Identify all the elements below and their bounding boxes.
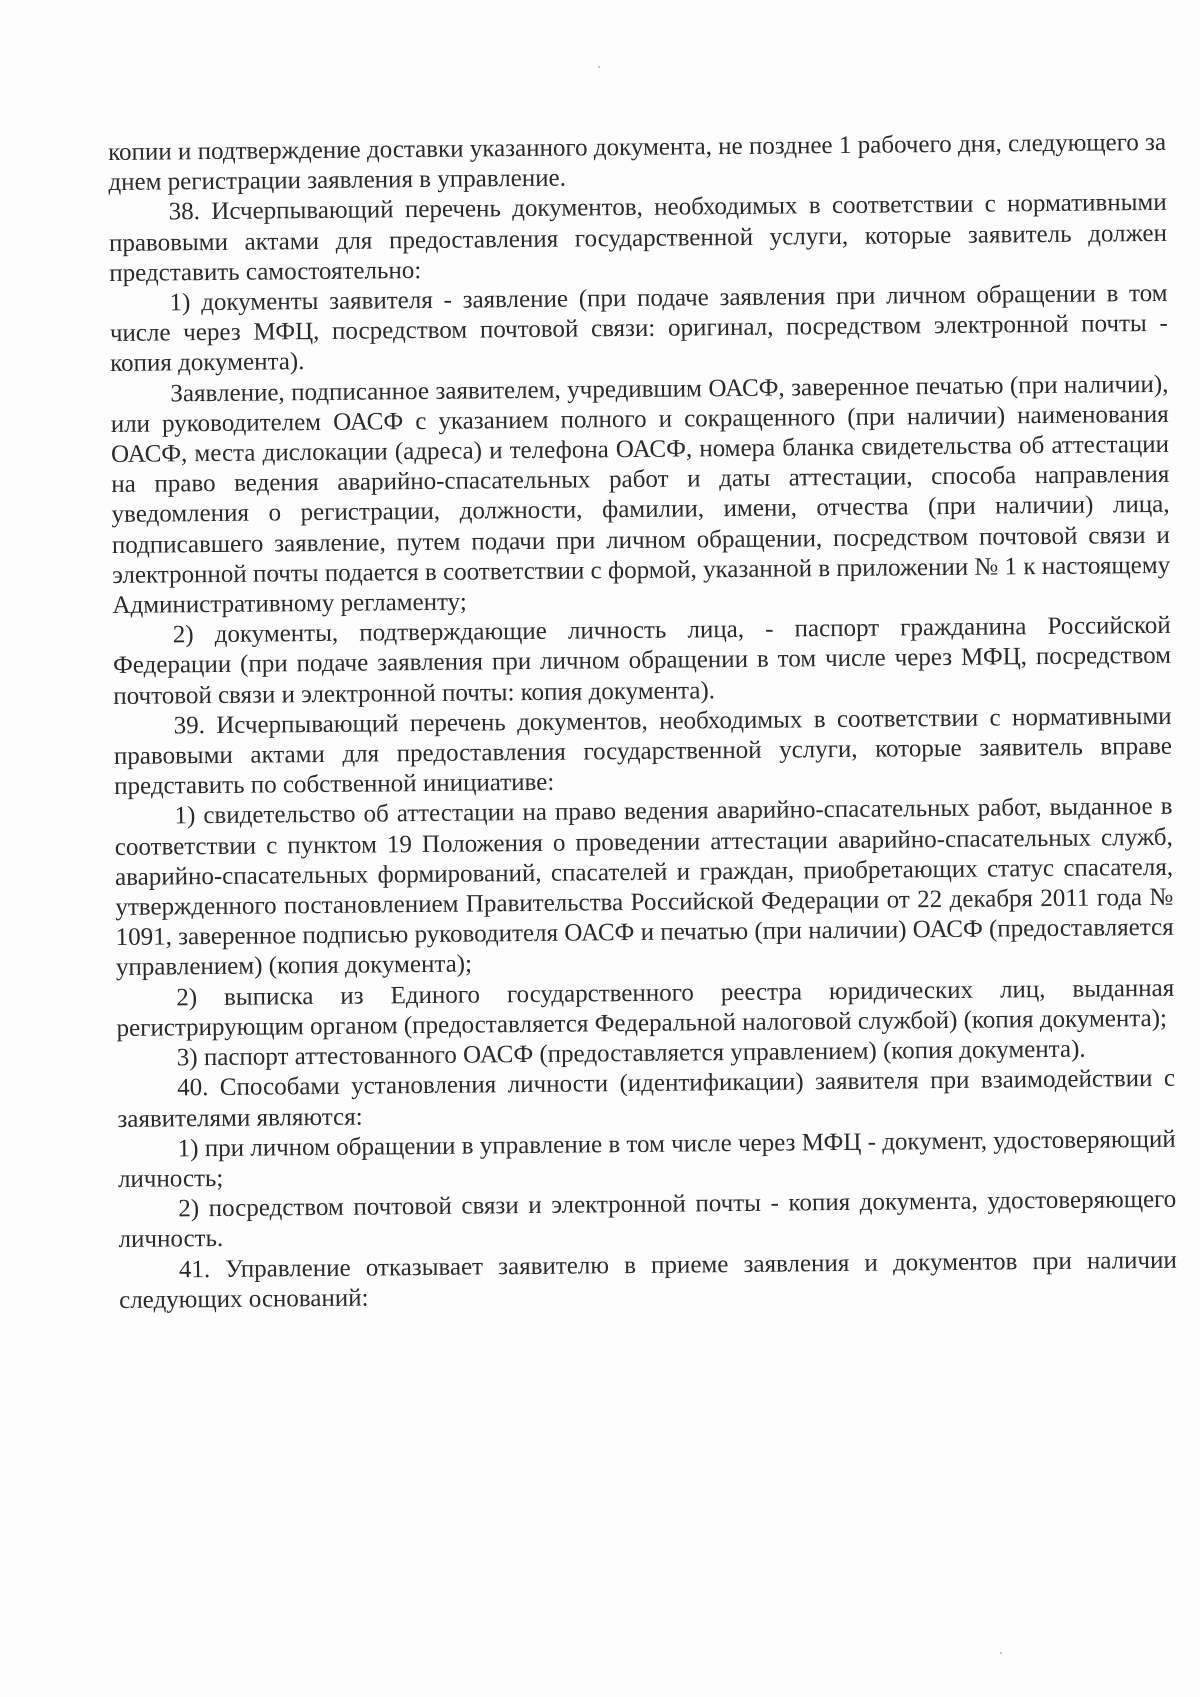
- scan-speck: [598, 66, 600, 68]
- scan-speck: [1000, 1652, 1002, 1654]
- paragraph-40: 40. Способами установления личности (идентификации) заявителя при взаимодействии с заявителями являются:: [117, 1065, 1176, 1133]
- paragraph-39-item-3: 3) паспорт аттестованного ОАСФ (предоставляется управлением) (копия документа).: [176, 1035, 1086, 1072]
- paragraph-continuation: копии и подтверждение доставки указанного документа, не позднее 1 рабочего дня, следующего за днем регистрации заявления в управление.: [108, 128, 1167, 197]
- paragraph-38-item-1: 1) документы заявителя - заявление (при подаче заявления при личном обращении в том числе через МФЦ, посредством почтовой связи: оригинал, посредством электронной почты - копия документа).: [109, 279, 1168, 378]
- paragraph-39-item-2: 2) выписка из Единого государственного реестра юридических лиц, выданная регистрирующим органом (предоставляется Федеральной налоговой службой) (копия документа);: [116, 974, 1175, 1042]
- paragraph-application-requirements: Заявление, подписанное заявителем, учредившим ОАСФ, заверенное печатью (при наличии), или руководителем ОАСФ с указанием полного и сокращенного (при наличии) наименования ОАСФ, места дислокации (адреса) и телефона ОАСФ, номера бланка свидетельства об аттестации на право ведения аварийно-спасательных работ и даты аттестации, способа направления уведомления о регистрации, должности, фамилии, имени, отчества (при наличии) лица, подписавшего заявление, путем подачи при личном обращении, посредством почтовой связи и электронной почты подается в соответствии с формой, указанной в приложении № 1 к настоящему Административному регламенту;: [110, 370, 1171, 620]
- paragraph-40-item-1: 1) при личном обращении в управление в том числе через МФЦ - документ, удостоверяющий личность;: [117, 1125, 1176, 1193]
- paragraph-39: 39. Исчерпывающий перечень документов, необходимых в соответствии с нормативными правовыми актами для предоставления государственной услуги, которые заявитель вправе представить по собственной инициативе:: [113, 702, 1173, 801]
- paragraph-38: 38. Исчерпывающий перечень документов, необходимых в соответствии с нормативными правовыми актами для предоставления государственной услуги, которые заявитель должен представить самостоятельно:: [108, 189, 1168, 287]
- document-body: [108, 128, 1177, 1316]
- paragraph-40-item-2: 2) посредством почтовой связи и электронной почты - копия документа, удостоверяющего личность.: [118, 1185, 1177, 1254]
- paragraph-38-item-2: 2) документы, подтверждающие личность лица, - паспорт гражданина Российской Федерации (при подаче заявления при личном обращении в том числе через МФЦ, посредством почтовой связи и электронной почты: копия документа).: [112, 612, 1172, 710]
- paragraph-39-item-1: 1) свидетельство об аттестации на право ведения аварийно-спасательных работ, выданное в соответствии с пунктом 19 Положения о проведении аттестации аварийно-спасательных служб, аварийно-спасательных формирований, спасателей и граждан, приобретающих статус спасателя, утвержденного постановлением Правительства Российской Федерации от 22 декабря 2011 года № 1091, заверенное подписью руководителя ОАСФ и печатью (при наличии) ОАСФ (предоставляется управлением) (копия документа);: [114, 793, 1174, 982]
- paragraph-41: 41. Управление отказывает заявителю в приеме заявления и документов при наличии следующих оснований:: [119, 1246, 1177, 1314]
